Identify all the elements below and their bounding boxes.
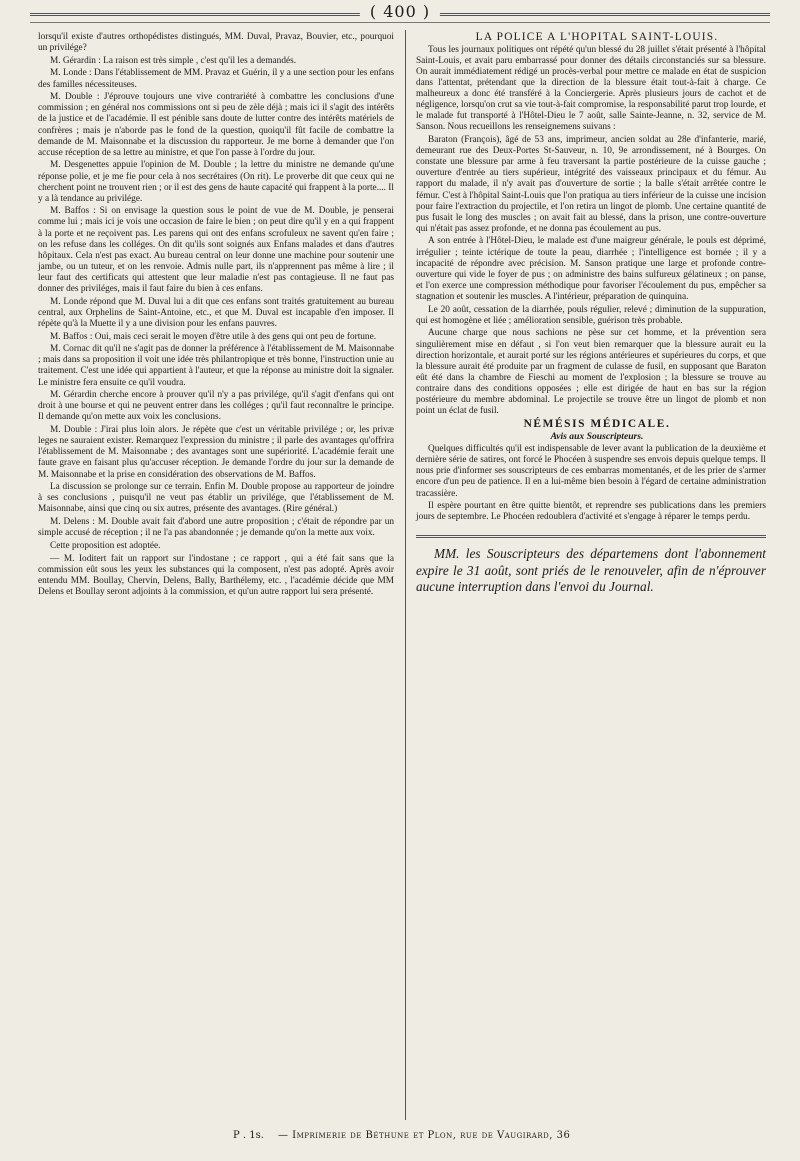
left-paragraph: M. Londe : Dans l'établissement de MM. Pravaz et Guérin, il y a une section pour les enfans des familles nécessiteuses.	[38, 68, 394, 90]
section-title: NÉMÉSIS MÉDICALE.	[523, 417, 671, 430]
left-paragraph: lorsqu'il existe d'autres orthopédistes distingués, MM. Duval, Pravaz, Bouvier, etc., pourquoi un privilége?	[38, 32, 394, 54]
left-paragraph: M. Desgenettes appuie l'opinion de M. Double ; la lettre du ministre ne demande qu'une réponse polie, et je me fie pour cela à nos secrétaires (On rit). Le proverbe dit que ceux qui ne cherchent point ne trouvent rien ; or il est des gens de haute capacité qui frappent à la porte.... Il y a là tendance au privilége.	[38, 160, 394, 204]
article-paragraph: A son entrée à l'Hôtel-Dieu, le malade est d'une maigreur générale, le pouls est déprimé, irrégulier ; teinte ictérique de toute la peau, diarrhée ; l'intelligence est bornée ; il y a incapacité de répondre avec précision. M. Sanson pratique une large et profonde contre-ouverture qui vide le foyer de pus ; on administre des bains sulfureux gélatineux ; on panse, et l'on exerce une compression méthodique pour favoriser l'écoulement du pus, empêcher sa stagnation et soutenir les muscles. A l'intérieur, préparation de quinquina.	[416, 236, 766, 302]
left-column	[38, 32, 394, 600]
page-header	[30, 2, 770, 24]
left-paragraph: M. Delens : M. Double avait fait d'abord une autre proposition ; c'était de répondre par un simple accusé de réception ; il ne l'a pas abandonnée ; je demande qu'on la mette aux voix.	[38, 517, 394, 539]
article-paragraph: Tous les journaux politiques ont répété qu'un blessé du 28 juillet s'était présenté à l'hôpital Saint-Louis, et avait paru embarrassé pour donner des détails circonstanciés sur sa blessure. On aurait immédiatement rédigé un procès-verbal pour mettre ce malade en état de suspicion dans l'attentat, prétendant que la direction de la blessure était tout-à-fait à charge. Ce malheureux a donc été transféré à la Conciergerie. Après plusieurs jours de cachot et de négligence, lorsqu'on crut sa vie tout-à-fait compromise, la responsabilité parut trop lourde, et le malade fut transporté à l'Hôtel-Dieu le 7 août, salle Sainte-Jeanne, n. 32, service de M. Sanson. Nous recueillons les renseignemens suivans :	[416, 44, 766, 133]
left-paragraph: M. Gérardin : La raison est très simple , c'est qu'il les a demandés.	[50, 55, 297, 66]
footer-printer: — Imprimerie de Béthune et Plon, rue de Vaugirard, 36	[278, 1130, 571, 1141]
left-paragraph: M. Londe répond que M. Duval lui a dit que ces enfans sont traités gratuitement au bureau central, aux Orphelins de Saint-Antoine, etc., et que M. Duval est incapable d'en imposer. Il répète qu'à la Muette il y a une division pour les enfans pauvres.	[38, 296, 394, 329]
article-paragraph: Aucune charge que nous sachions ne pèse sur cet homme, et la prévention sera singulièrement mise en défaut , si l'on veut bien remarquer que la blessure aurait eu la direction horizontale, et aurait porté sur les régions antérieures et supérieures du corps, et que la blessure aurait été produite par un fragment de culasse de fusil, en supposant que Baraton eût été dans la chambre de Fieschi au moment de l'explosion ; la blessure se trouve au contraire dans des conditions opposées ; elle est dirigée de haut en bas sur la région postérieure du membre abdominal. Le projectile se trouve être un lingot de plomb et non point un éclat de fusil.	[416, 328, 766, 417]
header-rule-thin	[30, 22, 770, 23]
left-paragraph: Cette proposition est adoptée.	[50, 540, 161, 551]
section-paragraph: Il espère pourtant en être quitte bientôt, et reprendre ses publications dans les premiers jours de septembre. Le Phocéen redoublera d'activité et s'engage à réparer le temps perdu.	[416, 501, 766, 523]
right-column	[416, 32, 766, 597]
left-paragraph: M. Baffos : Oui, mais ceci serait le moyen d'être utile à des gens qui ont peu de fortune.	[50, 331, 377, 342]
column-divider	[405, 30, 406, 1120]
notice-separator	[416, 535, 766, 538]
subscriber-notice: MM. les Souscripteurs des départemens dont l'abonnement expire le 31 août, sont priés de le renouveler, afin de n'éprouver aucune interruption dans l'envoi du Journal.	[416, 546, 766, 594]
page-number: ( 400 )	[360, 2, 440, 21]
left-paragraph: M. Baffos : Si on envisage la question sous le point de vue de M. Double, je penserai comme lui ; mais ici je vois une occasion de faire le bien ; on peut dire qu'il y en a qui frappent à la porte et ne reçoivent pas. Les parens qui ont des enfans scrofuleux ne savent qu'en faire ; on les refuse dans les colléges. On dit qu'ils sont soignés aux Enfans malades et dans d'autres hôpitaux. Cela n'est pas exact. Au bureau central on leur donne une machine pour soutenir une jambe, ou un tuteur, et on les renvoie. Admis nulle part, ils n'apprennent pas même à lire ; il leur faut des certificats qui attestent que leur maladie n'est pas contagieuse. Il ne faut pas donner des priviléges, mais il faut faire du bien à ces enfans.	[38, 206, 394, 295]
section-paragraph: Quelques difficultés qu'il est indispensable de lever avant la publication de la deuxième et dernière série de satires, ont forcé le Phocéen à suspendre ses envois depuis quelque temps. Il nous prie d'informer ses souscripteurs de ces embarras momentanés, et de les prier de s'armer encore d'un peu de patience. Il en a lui-même bien besoin à l'égard de certaine administration tracassière.	[416, 444, 766, 499]
article-paragraph: Baraton (François), âgé de 53 ans, imprimeur, ancien soldat au 28e d'infanterie, marié, demeurant rue des Deux-Portes St-Sauveur, n. 10, 9e arrondissement, né à Bourges. On constate une blessure par arme à feu traversant la partie postérieure de la cuisse gauche ; ouverture d'entrée au tiers supérieur, intégrité des vaisseaux principaux et du fémur. Au rapport du malade, il n'y avait pas d'ouverture de sortie ; la balle s'était arrêtée contre le fémur. C'est à l'hôpital Saint-Louis que l'on pratiqua au tiers inférieur de la cuisse une incision pour faire l'extraction du projectile, et l'on retira un lingot de plomb. Une certaine quantité de pus fusait le long des muscles ; on avait fait au blessé, dans la prison, une contre-ouverture qui n'était pas assez profonde, et ne donna pas écoulement au pus.	[416, 135, 766, 234]
left-paragraph: M. Double : J'irai plus loin alors. Je répète que c'est un véritable privilége ; or, les privæ leges ne sauraient exister. Remarquez l'expression du ministre ; il parle des avantages qu'offrira l'établissement de M. Maisonnabe ; des avantages sont une supériorité. L'académie ferait une faute grave en faisant plus qu'accuser réception. Je demande l'ordre du jour sur la demande de M. Maisonnabe et la prise en considération des observations de M. Baffos.	[38, 425, 394, 480]
left-paragraph: M. Double : J'éprouve toujours une vive contrariété à combattre les conclusions d'une commission ; en général nos commissions ont si peu de zèle déjà ; mais ici il s'agit des intérêts de la justice et de l'académie. Il est pénible sans doute de lutter contre des intérêts matériels de confrères ; mais je n'aborde pas le fond de la question, quoiqu'il fût facile de combattre la demande de M. Maisonnabe et la discussion du rapporteur. Je me borne à demander que l'on accuse réception de sa lettre au ministre, et que l'on passe à l'ordre du jour.	[38, 92, 394, 158]
article-title: LA POLICE A L'HOPITAL SAINT-LOUIS.	[475, 31, 719, 43]
left-paragraph: La discussion se prolonge sur ce terrain. Enfin M. Double propose au rapporteur de joindre à ses conclusions , puisqu'il ne veut pas établir un privilége, que l'établissement de M. Maisonnabe, ainsi que cinq ou six autres, présente des avantages. (Rire général.)	[38, 482, 394, 515]
page-footer	[38, 1130, 762, 1146]
left-paragraph: M. Gérardin cherche encore à prouver qu'il n'y a pas privilége, qu'il s'agit d'enfans qui ont droit à une bourse et qui ne peuvent entrer dans les colléges ; qu'il faut reconnaître le principe. Il demande qu'on mette aux voix les conclusions.	[38, 390, 394, 423]
footer-place: P . 1s.	[233, 1130, 264, 1141]
left-paragraph: — M. Ioditert fait un rapport sur l'indostane ; ce rapport , qui a été fait sans que la commission eût sous les yeux les substances qui la composent, n'est pas adopté. Après avoir entendu MM. Boullay, Chervin, Delens, Bally, Barthélemy, etc. , l'académie décide que MM Delens et Boullay seront adjoints à la commission, et qu'un autre rapport lui sera présenté.	[38, 553, 394, 597]
section-subtitle: Avis aux Souscripteurs.	[550, 431, 644, 443]
left-paragraph: M. Cornac dit qu'il ne s'agit pas de donner la préférence à l'établissement de M. Maisonnabe ; mais dans sa proposition il voit une idée très philantropique et très bonne, l'instruction unie au traitement. C'est une idée qui appartient à l'auteur, et que la réponse au ministre doit la signaler. Le ministre fera ensuite ce qu'il voudra.	[38, 344, 394, 388]
article-paragraph: Le 20 août, cessation de la diarrhée, pouls régulier, relevé ; diminution de la suppuration, qui est homogène et liée ; amélioration sensible, guérison très probable.	[416, 304, 766, 326]
